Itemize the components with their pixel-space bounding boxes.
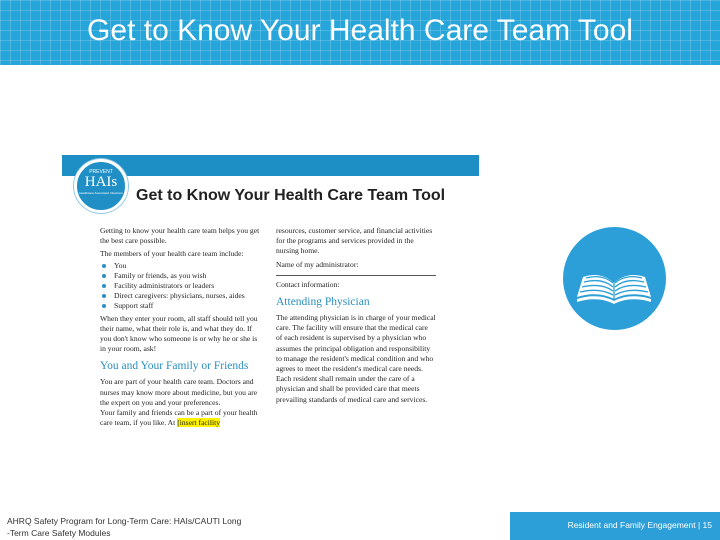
slide-title: Get to Know Your Health Care Team Tool [87, 14, 633, 47]
section-heading-attending-physician: Attending Physician [276, 296, 370, 309]
open-book-icon [563, 227, 666, 330]
document-title: Get to Know Your Health Care Team Tool [136, 187, 446, 204]
physician-text: The attending physician is in charge of your medical care. The facility will ensure that the medical care of each resident is supervised by a physician who assumes the principal obligation and responsibility to manage the resident's medical condition and who agrees to meet the resident's medical care needs. Each resident shall remain under the care of a physician and shall be provided care that meets prevailing standards of medical care and services. [276, 313, 436, 404]
list-item: You [100, 261, 260, 271]
document-preview [62, 155, 479, 460]
contact-label: Contact information: [276, 279, 340, 289]
highlighted-placeholder: [insert facility [177, 418, 220, 428]
list-item: Facility administrators or leaders [100, 281, 260, 291]
list-item: Support staff [100, 301, 260, 311]
intro-text: Getting to know your health care team helps you get the best care possible. [100, 226, 260, 246]
document-right-column [276, 226, 436, 405]
list-item: Direct caregivers: physicians, nurses, aides [100, 291, 260, 301]
resources-text: resources, customer service, and financial activities for the programs and services provided in the nursing home. [276, 226, 433, 256]
document-left-column [100, 226, 260, 428]
footer-source: AHRQ Safety Program for Long-Term Care: HAIs/CAUTI Long -Term Care Safety Modules [7, 516, 242, 538]
members-heading: The members of your health care team include: [100, 249, 244, 259]
list-item: Family or friends, as you wish [100, 271, 260, 281]
open-book-icon [563, 227, 666, 330]
prevent-hais-logo: PREVENT HAIs Healthcare Associated Infections [74, 159, 128, 213]
section-heading-you-family: You and Your Family or Friends [100, 360, 249, 373]
footer-page-label: Resident and Family Engagement | 15 [567, 520, 712, 530]
team-members-list [100, 261, 260, 312]
you-part-text: You are part of your health care team. Doctors and nurses may know more about medicine, but you are the expert on you and your preferences. [100, 377, 258, 407]
title-bar [0, 0, 720, 65]
administrator-label: Name of my administrator: [276, 259, 359, 269]
when-enter-text: When they enter your room, all staff should tell you their name, what their role is, and what they do. If you don't know who someone is or why he or she is in your room, ask! [100, 313, 258, 354]
family-text: Your family and friends can be a part of your health care team, if you like. At [insert facility [100, 408, 258, 428]
administrator-line [276, 270, 436, 276]
